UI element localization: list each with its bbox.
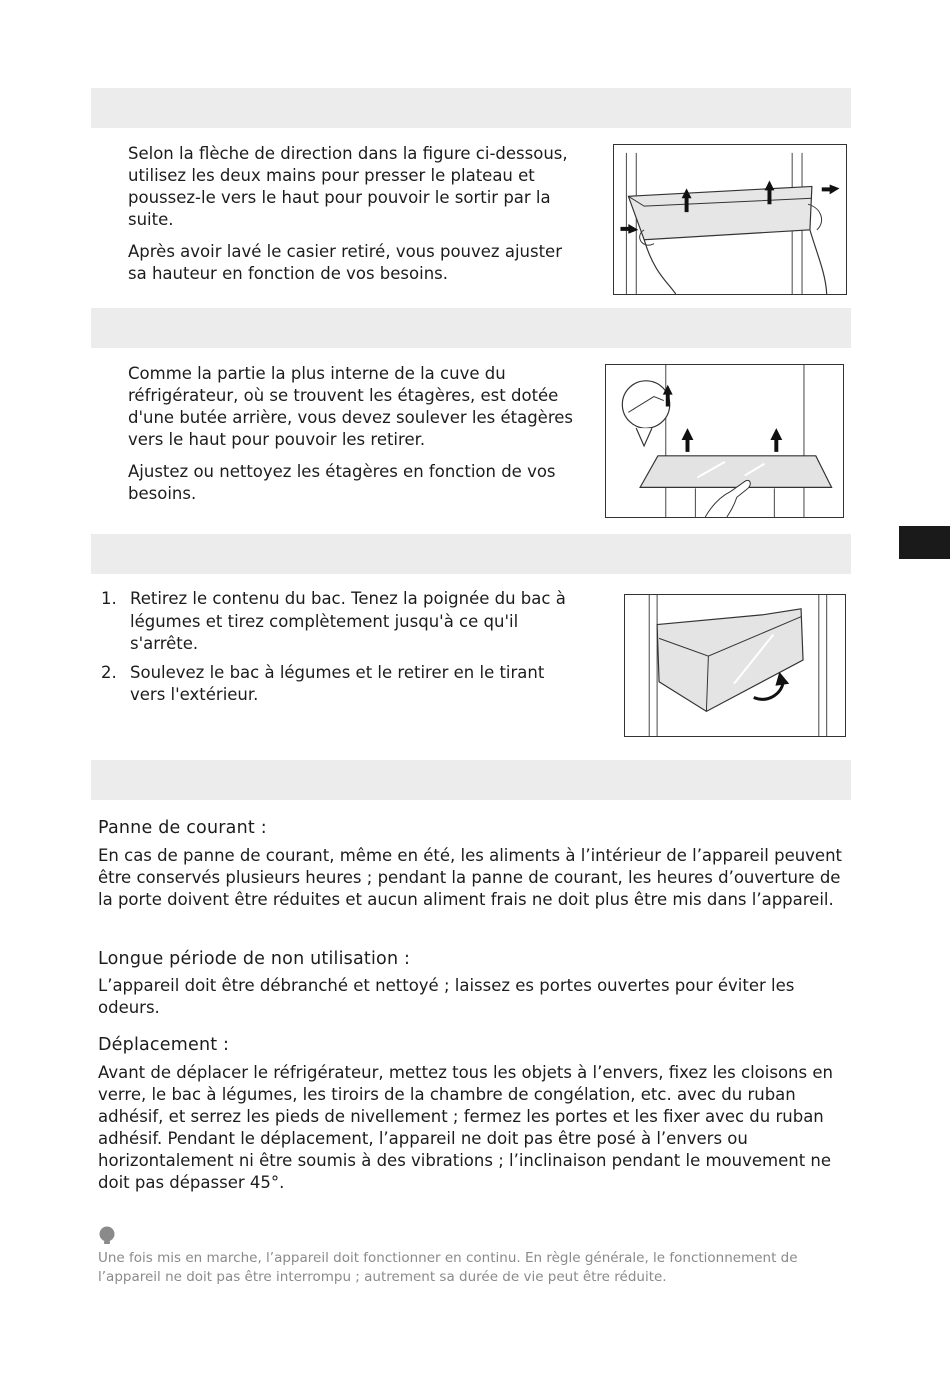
step-text: Retirez le contenu du bac. Tenez la poignée du bac à légumes et tirez complètement jusqu'à ce qu'il s'arrête. <box>130 589 566 653</box>
section-header-crisper <box>91 534 851 574</box>
note-text: Une fois mis en marche, l’appareil doit fonctionner en continu. En règle générale, le fonctionnement de l’appareil ne doit pas être interrompu ; autrement sa durée de vie peut être réduite. <box>98 1250 798 1285</box>
tip-text-long-absence: L’appareil doit être débranché et nettoyé ; laissez es portes ouvertes pour éviter les odeurs. <box>98 976 795 1017</box>
section-header-door-tray <box>91 88 851 128</box>
step-number: 2. <box>101 662 117 682</box>
door-tray-paragraph-2: Après avoir lavé le casier retiré, vous pouvez ajuster sa hauteur en fonction de vos besoins. <box>128 242 562 283</box>
tip-text-power-outage: En cas de panne de courant, même en été, les aliments à l’intérieur de l’appareil peuvent être conservés plusieurs heures ; pendant la panne de courant, les heures d’ouverture de la porte doivent être réduites et aucun aliment frais ne doit plus être mis dans l’appareil. <box>98 846 843 909</box>
chapter-tab <box>899 526 950 559</box>
section-header-tips <box>91 760 851 800</box>
step-text: Soulevez le bac à légumes et le retirer en le tirant vers l'extérieur. <box>130 662 545 704</box>
list-item <box>101 588 576 656</box>
shelves-illustration <box>605 364 844 518</box>
tip-heading-long-absence: Longue période de non utilisation : <box>98 949 411 969</box>
tip-text-moving: Avant de déplacer le réfrigérateur, mettez tous les objets à l’envers, fixez les cloisons en verre, le bac à légumes, les tiroirs de la chambre de congélation, etc. avec du ruban adhésif, et serrez les pieds de nivellement ; fermez les portes et les fixer avec du ruban adhésif. Pendant le déplacement, l’appareil ne doit pas être posé à l’envers ou horizontalement ni être soumis à des vibrations ; l’inclinaison pendant le mouvement ne doit pas dépasser 45°. <box>98 1063 833 1192</box>
lightbulb-icon <box>98 1226 116 1250</box>
section-header-shelves <box>91 308 851 348</box>
door-tray-paragraph-1: Selon la flèche de direction dans la figure ci-dessous, utilisez les deux mains pour presser le plateau et poussez-le vers le haut pour pouvoir le sortir par la suite. <box>128 144 568 229</box>
tip-heading-moving: Déplacement : <box>98 1035 230 1055</box>
door-tray-illustration <box>613 144 847 295</box>
crisper-steps <box>101 588 576 713</box>
shelves-paragraph-1: Comme la partie la plus interne de la cuve du réfrigérateur, où se trouvent les étagères, est dotée d'une butée arrière, vous devez soulever les étagères vers le haut pour pouvoir les retirer. <box>128 364 573 449</box>
crisper-illustration <box>624 594 846 737</box>
tip-heading-power-outage: Panne de courant : <box>98 818 267 838</box>
list-item <box>101 662 576 707</box>
shelves-paragraph-2: Ajustez ou nettoyez les étagères en fonction de vos besoins. <box>128 462 556 503</box>
step-number: 1. <box>101 589 117 608</box>
